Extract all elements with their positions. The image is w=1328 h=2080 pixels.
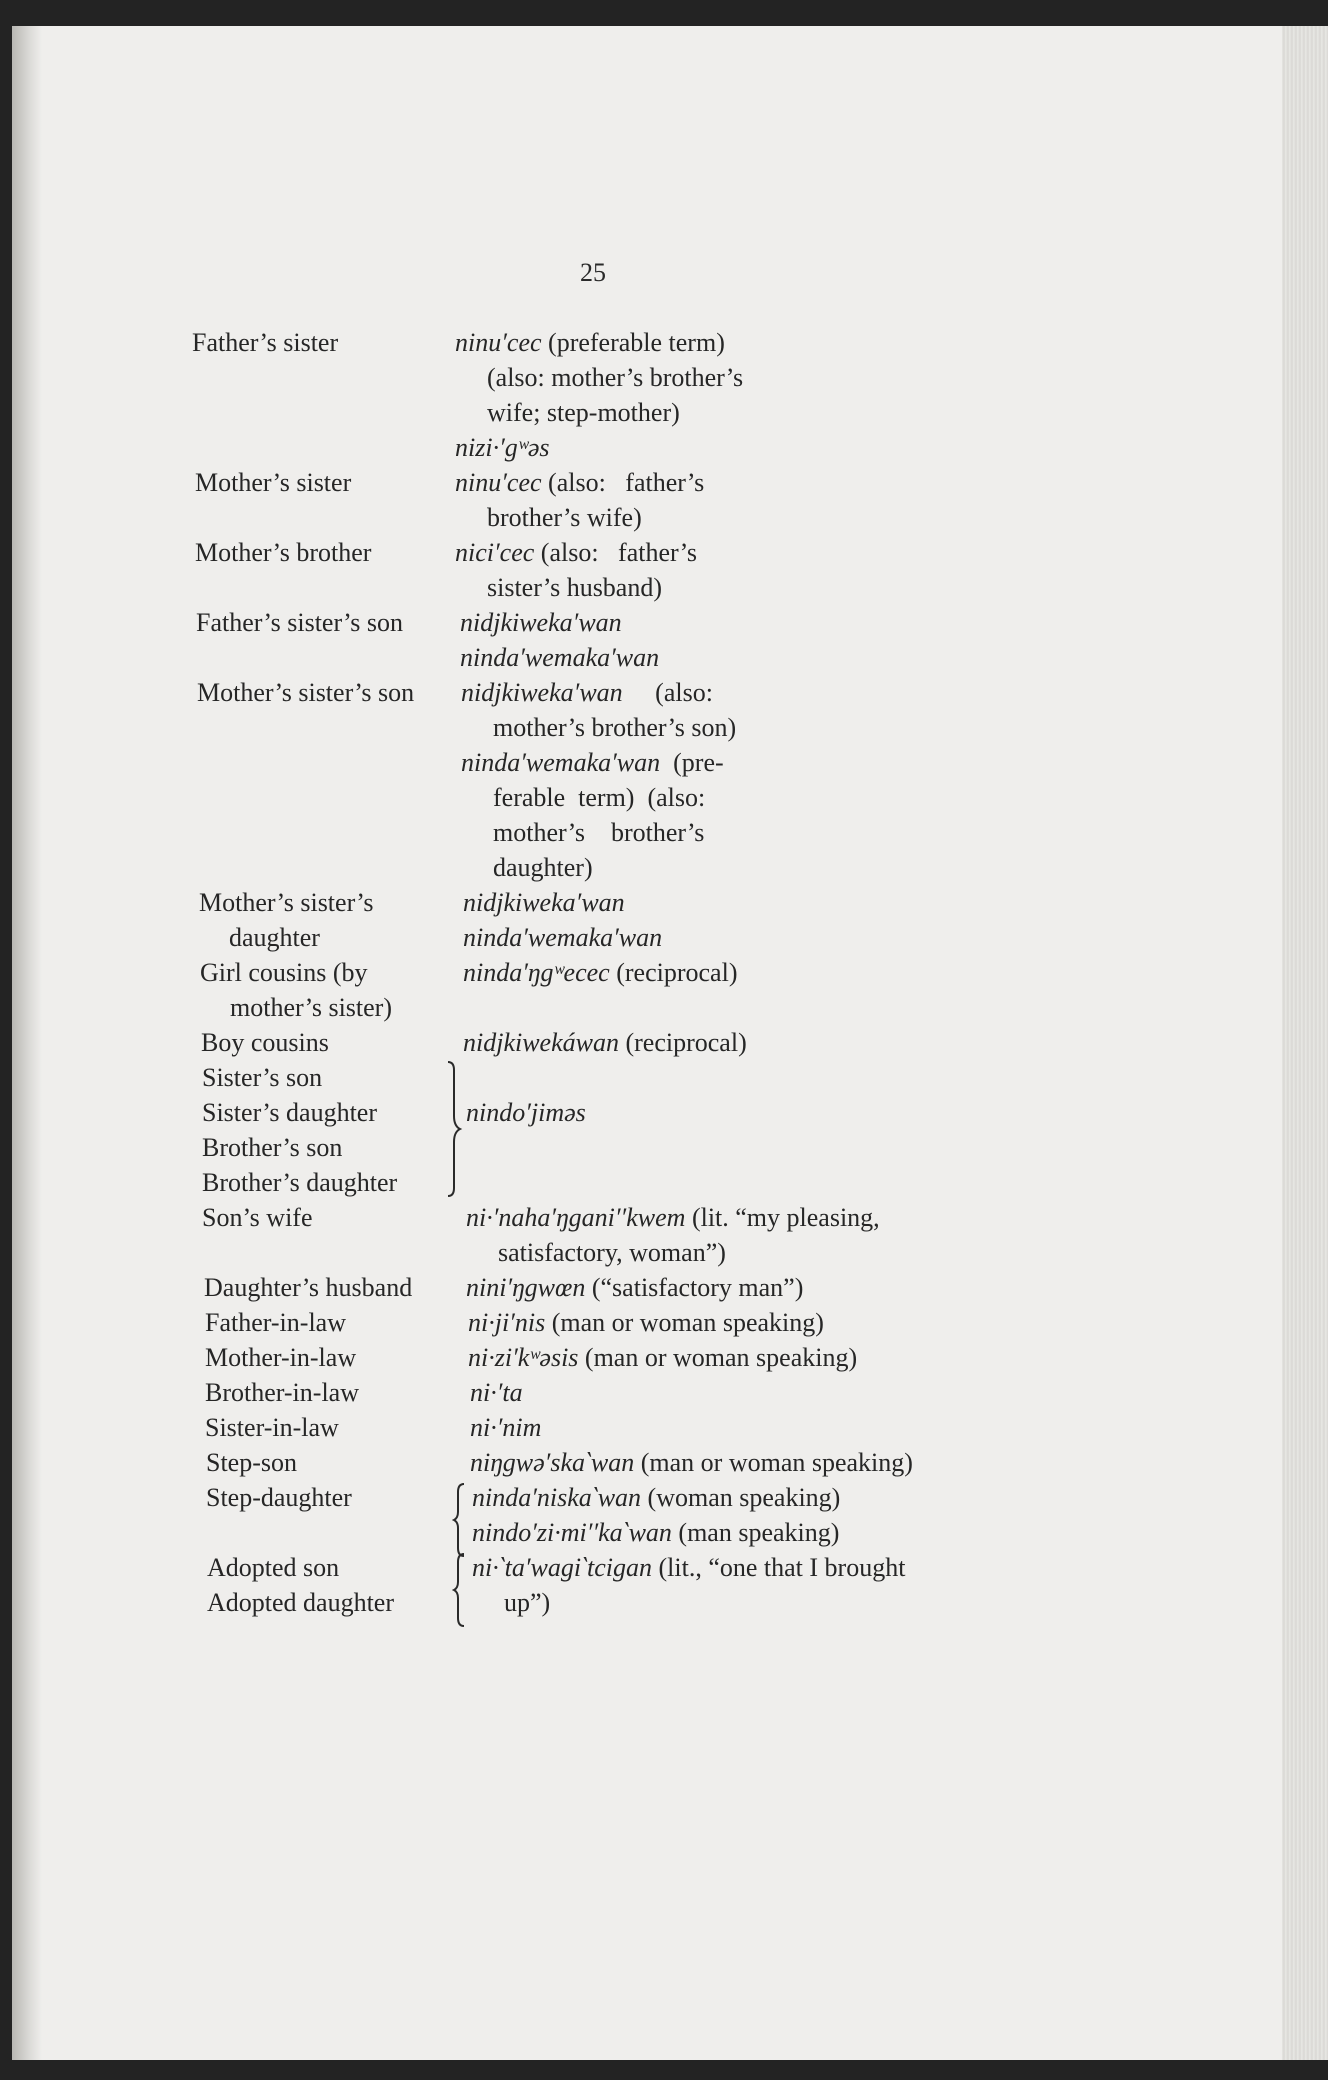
def-girl-cousins xyxy=(463,958,737,988)
term-mother-sister-daughter-2: daughter xyxy=(229,923,320,952)
gloss: (man speaking) xyxy=(671,1518,840,1547)
term-adopted-daughter: Adopted daughter xyxy=(207,1588,395,1617)
native-term: ninda′wemaka′wan xyxy=(461,748,661,777)
native-term: ni·′naha′ŋgani′′kwem xyxy=(466,1203,686,1232)
gloss: (preferable term) xyxy=(541,328,725,357)
def-son-wife-line2: satisfactory, woman”) xyxy=(498,1238,726,1267)
def-daughter-husband xyxy=(466,1273,803,1303)
native-term: ninda′niska‵wan xyxy=(472,1483,642,1512)
gloss: (“satisfactory man”) xyxy=(585,1273,804,1302)
term-son-wife: Son’s wife xyxy=(202,1203,313,1232)
term-brother-daughter: Brother’s daughter xyxy=(202,1168,398,1197)
def-adopted-line1 xyxy=(472,1553,905,1583)
native-term: ni·‵ta′wagi‵tcigan xyxy=(472,1553,652,1582)
def-mother-in-law xyxy=(468,1343,857,1373)
def-brother-in-law: ni·′ta xyxy=(470,1378,523,1407)
gloss: (reciprocal) xyxy=(609,958,738,987)
term-adopted-son: Adopted son xyxy=(207,1553,340,1582)
def-boy-cousins xyxy=(463,1028,747,1058)
term-father-in-law: Father-in-law xyxy=(205,1308,346,1337)
term-mother-sister-daughter-1: Mother’s sister’s xyxy=(199,888,374,917)
def-father-sister-line3: wife; step-mother) xyxy=(487,398,680,427)
term-step-son: Step-son xyxy=(206,1448,297,1477)
def-mother-sister-daughter-native2: ninda′wemaka′wan xyxy=(463,923,663,952)
adopted-brace xyxy=(452,1552,466,1628)
def-adopted-line2: up”) xyxy=(504,1588,551,1617)
term-girl-cousins-1: Girl cousins (by xyxy=(200,958,368,987)
native-term: ni·zi′kʷəsis xyxy=(468,1343,579,1372)
gloss: (woman speaking) xyxy=(641,1483,841,1512)
def-step-son xyxy=(470,1448,913,1478)
def-mother-sister-son-line2: mother’s brother’s son) xyxy=(493,713,737,742)
native-term: nidjkiwekáwan xyxy=(463,1028,619,1057)
term-mother-sister-son: Mother’s sister’s son xyxy=(197,678,415,707)
def-step-daughter-line1 xyxy=(472,1483,840,1513)
term-brother-in-law: Brother-in-law xyxy=(205,1378,359,1407)
term-daughter-husband: Daughter’s husband xyxy=(204,1273,413,1302)
gloss: (man or woman speaking) xyxy=(545,1308,824,1337)
def-father-sister-native2: nizi·′gʷəs xyxy=(455,433,550,462)
def-mother-sister-daughter-native1: nidjkiweka′wan xyxy=(463,888,625,917)
def-mother-sister-son-line6: daughter) xyxy=(493,853,593,882)
native-term: nidjkiweka′wan xyxy=(461,678,623,707)
def-father-sister-son-native1: nidjkiweka′wan xyxy=(460,608,622,637)
term-father-sister-son: Father’s sister’s son xyxy=(196,608,404,637)
def-sister-in-law: ni·′nim xyxy=(470,1413,542,1442)
native-term: ninu′cec xyxy=(455,468,542,497)
def-father-in-law xyxy=(468,1308,824,1338)
gloss: (lit. “my pleasing, xyxy=(685,1203,880,1232)
def-mother-sister-line2: brother’s wife) xyxy=(487,503,642,532)
def-mother-sister-son-line5: mother’s brother’s xyxy=(493,818,705,847)
def-mother-brother-line2: sister’s husband) xyxy=(487,573,663,602)
term-mother-sister: Mother’s sister xyxy=(195,468,352,497)
native-term: nici′cec xyxy=(455,538,535,567)
def-step-daughter-line2 xyxy=(472,1518,839,1548)
term-mother-in-law: Mother-in-law xyxy=(205,1343,357,1372)
gloss: (man or woman speaking) xyxy=(578,1343,858,1372)
term-boy-cousins: Boy cousins xyxy=(201,1028,329,1057)
gloss: (pre- xyxy=(660,748,724,777)
page-edge-stack xyxy=(1282,26,1328,2060)
native-term: ninda′ŋgʷecec xyxy=(463,958,610,987)
gloss: (man or woman speaking) xyxy=(634,1448,913,1477)
native-term: nindo′zi·mi′′ka‵wan xyxy=(472,1518,672,1547)
gloss: (also: father’s xyxy=(541,468,705,497)
page-gutter-shadow xyxy=(12,26,42,2060)
def-mother-sister-son-line4: ferable term) (also: xyxy=(493,783,706,812)
def-mother-sister-line1 xyxy=(455,468,704,498)
def-mother-sister-son-line3 xyxy=(461,748,724,778)
term-step-daughter: Step-daughter xyxy=(206,1483,352,1512)
gloss: (lit., “one that I brought xyxy=(652,1553,906,1582)
native-term: ninu′cec xyxy=(455,328,542,357)
step-daughter-brace xyxy=(452,1482,466,1558)
def-son-wife-line1 xyxy=(466,1203,880,1233)
gloss: (reciprocal) xyxy=(618,1028,747,1057)
term-sister-son: Sister’s son xyxy=(202,1063,323,1092)
grouping-brace xyxy=(446,1060,466,1198)
gloss: (also: father’s xyxy=(534,538,697,567)
def-nephews-nieces: nindo′jiməs xyxy=(466,1098,586,1127)
def-father-sister-son-native2: ninda′wemaka′wan xyxy=(460,643,660,672)
native-term: ni·ji′nis xyxy=(468,1308,546,1337)
term-sister-daughter: Sister’s daughter xyxy=(202,1098,377,1127)
term-brother-son: Brother’s son xyxy=(202,1133,343,1162)
native-term: niŋgwə′ska‵wan xyxy=(470,1448,635,1477)
term-mother-brother: Mother’s brother xyxy=(195,538,372,567)
term-sister-in-law: Sister-in-law xyxy=(205,1413,339,1442)
def-mother-sister-son-line1 xyxy=(461,678,713,708)
def-mother-brother-line1 xyxy=(455,538,697,568)
term-girl-cousins-2: mother’s sister) xyxy=(230,993,392,1022)
gloss: (also: xyxy=(622,678,713,707)
page-number: 25 xyxy=(580,258,606,287)
def-father-sister-line1 xyxy=(455,328,725,358)
native-term: nini′ŋgwœn xyxy=(466,1273,586,1302)
def-father-sister-line2: (also: mother’s brother’s xyxy=(487,363,744,392)
term-father-sister: Father’s sister xyxy=(192,328,339,357)
